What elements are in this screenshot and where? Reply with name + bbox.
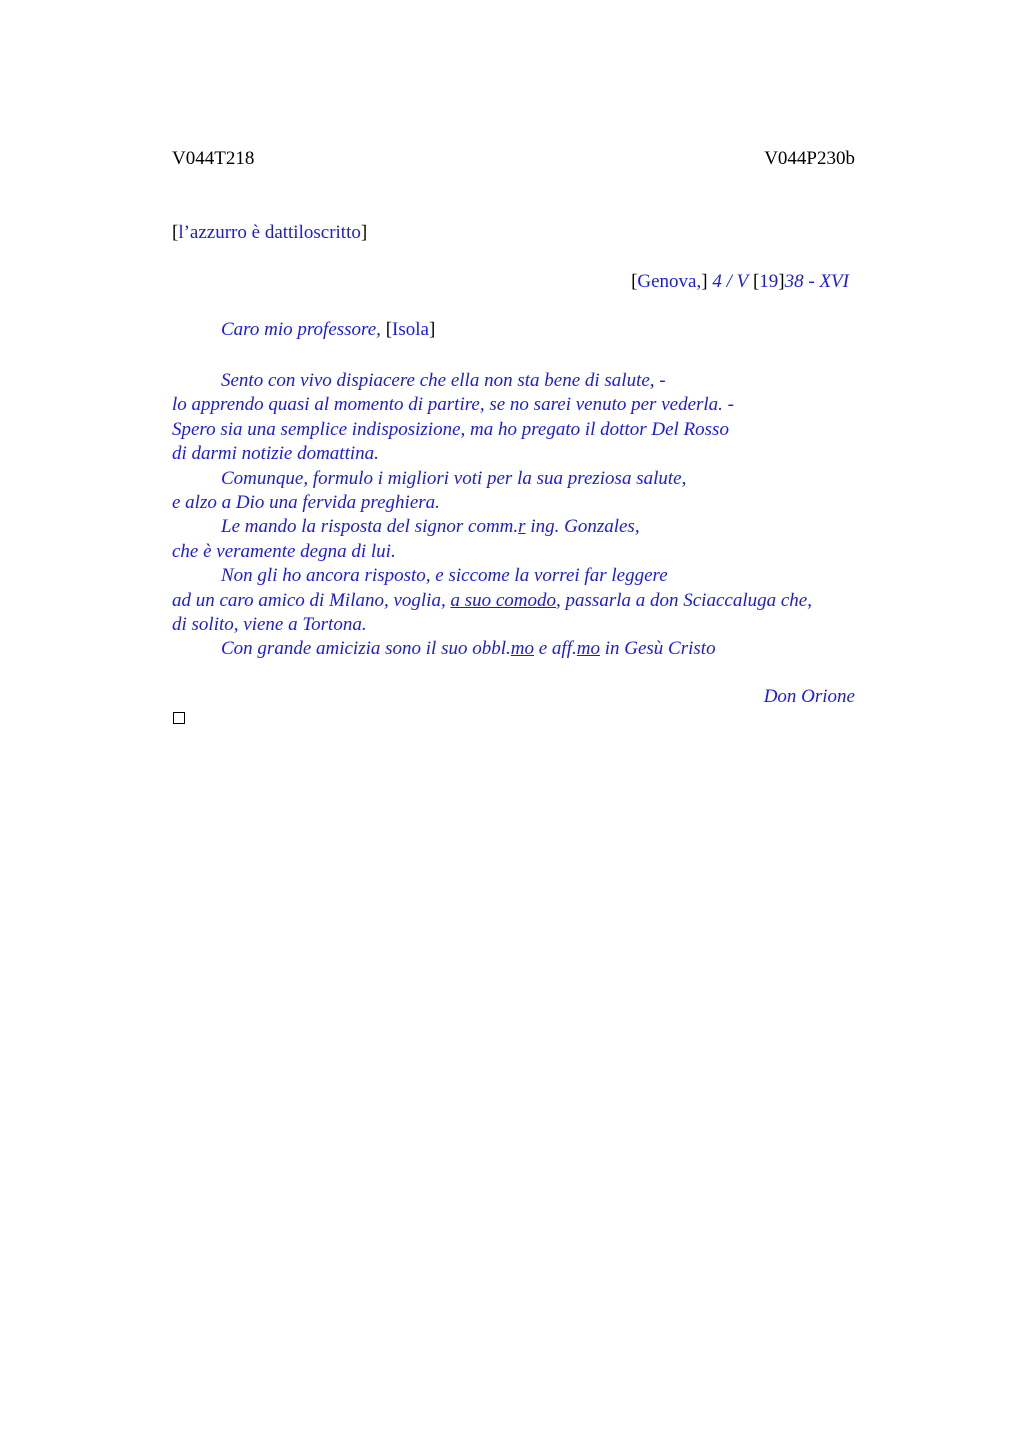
dateline-century: 19: [759, 271, 779, 292]
body-line: Sento con vivo dispiacere che ella non sta bene di salute, -: [221, 370, 666, 391]
body-text: Con grande amicizia sono il suo obbl.: [221, 638, 511, 660]
body-line: di darmi notizie domattina.: [172, 443, 379, 465]
body-text: e aff.: [534, 638, 577, 660]
body-text: ing. Gonzales,: [525, 516, 640, 538]
dateline: [631, 272, 849, 291]
dateline-bracket: [: [631, 271, 638, 292]
underlined-text: mo: [510, 638, 534, 660]
body-line: Non gli ho ancora risposto, e siccome la vorrei far leggere: [221, 565, 668, 587]
body-line: Comunque, formulo i migliori voti per la sua preziosa salute,: [221, 467, 687, 489]
end-marker-square-icon: [173, 712, 185, 724]
body-text: Le mando la risposta del signor comm.: [221, 516, 519, 538]
dateline-bracket: ]: [701, 271, 708, 292]
body-line: Spero sia una semplice indisposizione, ma ho pregato il dottor Del Rosso: [172, 418, 729, 440]
body-line: che è veramente degna di lui.: [172, 540, 396, 562]
body-text: ad un caro amico di Milano, voglia,: [172, 589, 451, 611]
salutation-bracket: [: [385, 319, 393, 340]
salutation: [221, 320, 435, 339]
letter-body: [172, 369, 812, 662]
document-id-right: V044P230b: [764, 148, 855, 169]
recipient-name: Isola: [392, 319, 429, 340]
body-line: di solito, viene a Tortona.: [172, 614, 367, 636]
underlined-text: mo: [576, 638, 600, 660]
body-line: [172, 637, 812, 661]
note-bracket-close: ]: [360, 222, 368, 243]
salutation-bracket: ]: [428, 319, 436, 340]
signature: Don Orione: [763, 686, 855, 707]
underlined-text: r: [518, 516, 526, 538]
body-line: lo apprendo quasi al momento di partire, se no sarei venuto per vederla. -: [172, 394, 735, 416]
body-text: in Gesù Cristo: [599, 638, 716, 660]
note-text: l’azzurro è dattiloscritto: [178, 222, 361, 243]
editorial-note: [172, 223, 367, 242]
document-id-left: V044T218: [172, 148, 255, 169]
note-bracket-open: [: [172, 222, 179, 243]
dateline-day-month: 4 / V: [712, 271, 749, 292]
dateline-bracket: ]: [778, 271, 785, 292]
dateline-year-era: 38 - XVI: [784, 271, 849, 292]
body-text: , passarla a don Sciaccaluga che,: [556, 589, 812, 611]
underlined-text: a suo comodo: [450, 589, 557, 611]
dateline-bracket: [: [752, 271, 760, 292]
body-line: e alzo a Dio una fervida preghiera.: [172, 492, 440, 514]
salutation-text: Caro mio professore,: [221, 319, 381, 340]
dateline-place: Genova,: [637, 271, 702, 292]
body-line: [172, 589, 812, 613]
body-line: [172, 515, 812, 539]
